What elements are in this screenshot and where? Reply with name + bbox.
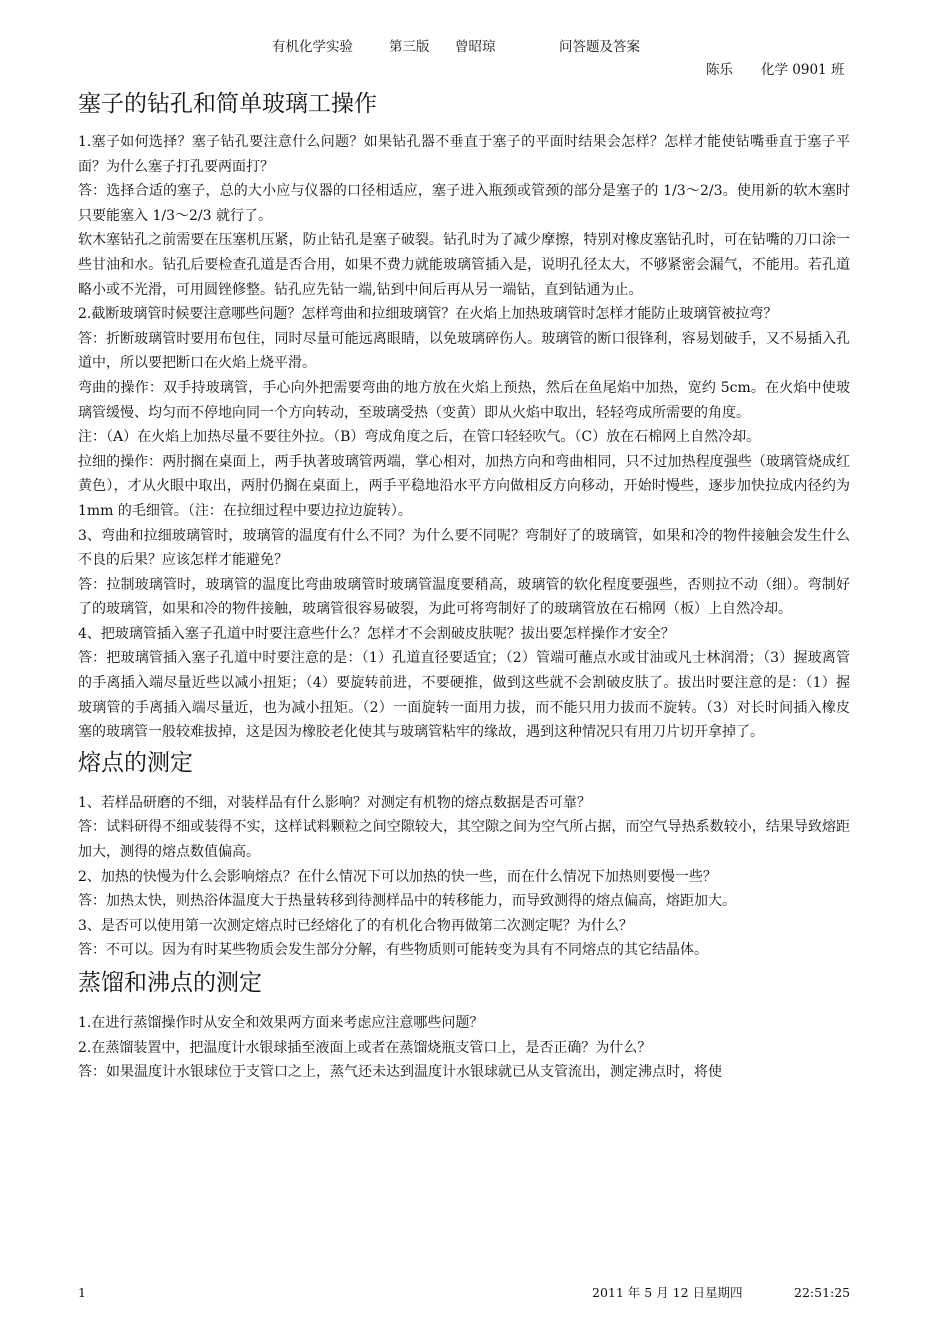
footer-date: 2011 年 5 月 12 日星期四	[592, 1285, 743, 1300]
paragraph: 2.截断玻璃管时候要注意哪些问题？怎样弯曲和拉细玻璃管？在火焰上加热玻璃管时怎样才能防止玻璃管被拉弯？	[78, 306, 778, 323]
section-title: 蒸馏和沸点的测定	[78, 970, 262, 996]
header-student: 陈乐	[706, 62, 733, 78]
paragraph: 1.在进行蒸馏操作时从安全和效果两方面来考虑应注意哪些问题？	[78, 1015, 484, 1031]
paragraph: 答：折断玻璃管时要用布包住，同时尽量可能远离眼睛，以免玻璃碎伤人。玻璃管的断口很锋利，容易划破手，又不易插入孔道中，所以要把断口在火焰上烧平滑。	[78, 330, 850, 372]
header-author: 曾昭琼	[455, 39, 496, 55]
paragraph: 答：试料研得不细或装得不实，这样试料颗粒之间空隙较大，其空隙之间为空气所占据，而空气导热系数较小，结果导致熔距加大，测得的熔点数值偏高。	[78, 819, 850, 861]
paragraph: 1.塞子如何选择？塞子钻孔要注意什么问题？如果钻孔器不垂直于塞子的平面时结果会怎样？怎样才能使钻嘴垂直于塞子平面？为什么塞子打孔要两面打？	[78, 134, 850, 175]
paragraph: 2、加热的快慢为什么会影响熔点？在什么情况下可以加热的快一些，而在什么情况下加热则要慢一些？	[78, 868, 717, 885]
paragraph: 答：把玻璃管插入塞子孔道中时要注意的是：（1）孔道直径要适宜；（2）管端可蘸点水或甘油或凡士林润滑；（3）握玻离管的手离插入端尽量近些以减小扭矩；（4）要旋转前进，不要硬推，做到这些就不会割破皮肤了。拔出时要注意的是：（1）握玻璃管的手离插入端尽量近，也为减小扭矩。（2）一面旋转一面用力拔，而不能只用力拔而不旋转。（3）对长时间插入橡皮塞的玻璃管一般较难拔掉，这是因为橡胶老化使其与玻璃管粘牢的缘故，遇到这种情况只有用刀片切开拿掉了。	[78, 650, 850, 741]
section-title: 塞子的钻孔和简单玻璃工操作	[78, 91, 377, 117]
header-edition: 第三版	[389, 39, 430, 55]
paragraph: 答：加热太快，则热浴体温度大于热量转移到待测样品中的转移能力，而导致测得的熔点偏高，熔距加大。	[78, 893, 736, 910]
paragraph: 答：如果温度计水银球位于支管口之上，蒸气还未达到温度计水银球就已从支管流出，测定沸点时，将使	[78, 1064, 722, 1081]
paragraph: 4、把玻璃管插入塞子孔道中时要注意些什么？怎样才不会割破皮肤呢？拔出要怎样操作才安全？	[78, 625, 675, 642]
document-body	[78, 86, 850, 1085]
paragraph: 答：选择合适的塞子，总的大小应与仪器的口径相适应，塞子进入瓶颈或管颈的部分是塞子的 1/3～2/3。使用新的软木塞时只要能塞入 1/3～2/3 就行了。	[78, 183, 850, 224]
paragraph: 答：拉制玻璃管时，玻璃管的温度比弯曲玻璃管时玻璃管温度要稍高，玻璃管的软化程度要强些，否则拉不动（细）。弯制好了的玻璃管，如果和冷的物件接触，玻璃管很容易破裂，为此可将弯制好了的玻璃管放在石棉网（板）上自然冷却。	[78, 576, 850, 618]
paragraph: 3、弯曲和拉细玻璃管时，玻璃管的温度有什么不同？为什么要不同呢？弯制好了的玻璃管，如果和冷的物件接触会发生什么不良的后果？应该怎样才能避免？	[78, 527, 850, 569]
paragraph: 弯曲的操作：双手持玻璃管，手心向外把需要弯曲的地方放在火焰上预热，然后在鱼尾焰中加热，宽约 5cm。在火焰中使玻璃管缓慢、均匀而不停地向同一个方向转动，至玻璃受热（变黄）即从火焰中取出，轻轻弯成所需要的角度。	[78, 379, 850, 421]
header-doc-type: 问答题及答案	[559, 39, 640, 55]
footer-time: 22:51:25	[794, 1285, 851, 1300]
paragraph: 2.在蒸馏装置中，把温度计水银球插至液面上或者在蒸馏烧瓶支管口上，是否正确？为什么？	[78, 1039, 652, 1056]
header-course: 有机化学实验	[272, 39, 353, 55]
paragraph: 1、若样品研磨的不细，对装样品有什么影响？对测定有机物的熔点数据是否可靠？	[78, 794, 591, 811]
paragraph: 答：不可以。因为有时某些物质会发生部分分解，有些物质则可能转变为具有不同熔点的其它结晶体。	[78, 942, 708, 959]
paragraph: 拉细的操作：两肘搁在桌面上，两手执著玻璃管两端，掌心相对，加热方向和弯曲相同，只不过加热程度强些（玻璃管烧成红黄色），才从火眼中取出，两肘仍搁在桌面上，两手平稳地沿水平方向做相反方向移动，开始时慢些，逐步加快拉成内径约为 1mm 的毛细管。（注：在拉细过程中要边拉边旋转）。	[78, 453, 850, 519]
section-title: 熔点的测定	[78, 749, 193, 776]
paragraph: 注：（A）在火焰上加热尽量不要往外拉。（B）弯成角度之后，在管口轻轻吹气。（C）放在石棉网上自然冷却。	[78, 429, 761, 446]
paragraph: 3、是否可以使用第一次测定熔点时已经熔化了的有机化合物再做第二次测定呢？为什么？	[78, 917, 633, 934]
paragraph: 软木塞钻孔之前需要在压塞机压紧，防止钻孔是塞子破裂。钻孔时为了减少摩擦，特别对橡皮塞钻孔时，可在钻嘴的刀口涂一些甘油和水。钻孔后要检查孔道是否合用，如果不费力就能玻璃管插入是，说明孔径太大，不够紧密会漏气，不能用。若孔道略小或不光滑，可用圆锉修整。钻孔应先钻一端,钻到中间后再从另一端钻，直到钻通为止。	[78, 232, 850, 298]
header-class: 化学 0901 班	[761, 62, 845, 78]
page-number: 1	[78, 1285, 86, 1300]
